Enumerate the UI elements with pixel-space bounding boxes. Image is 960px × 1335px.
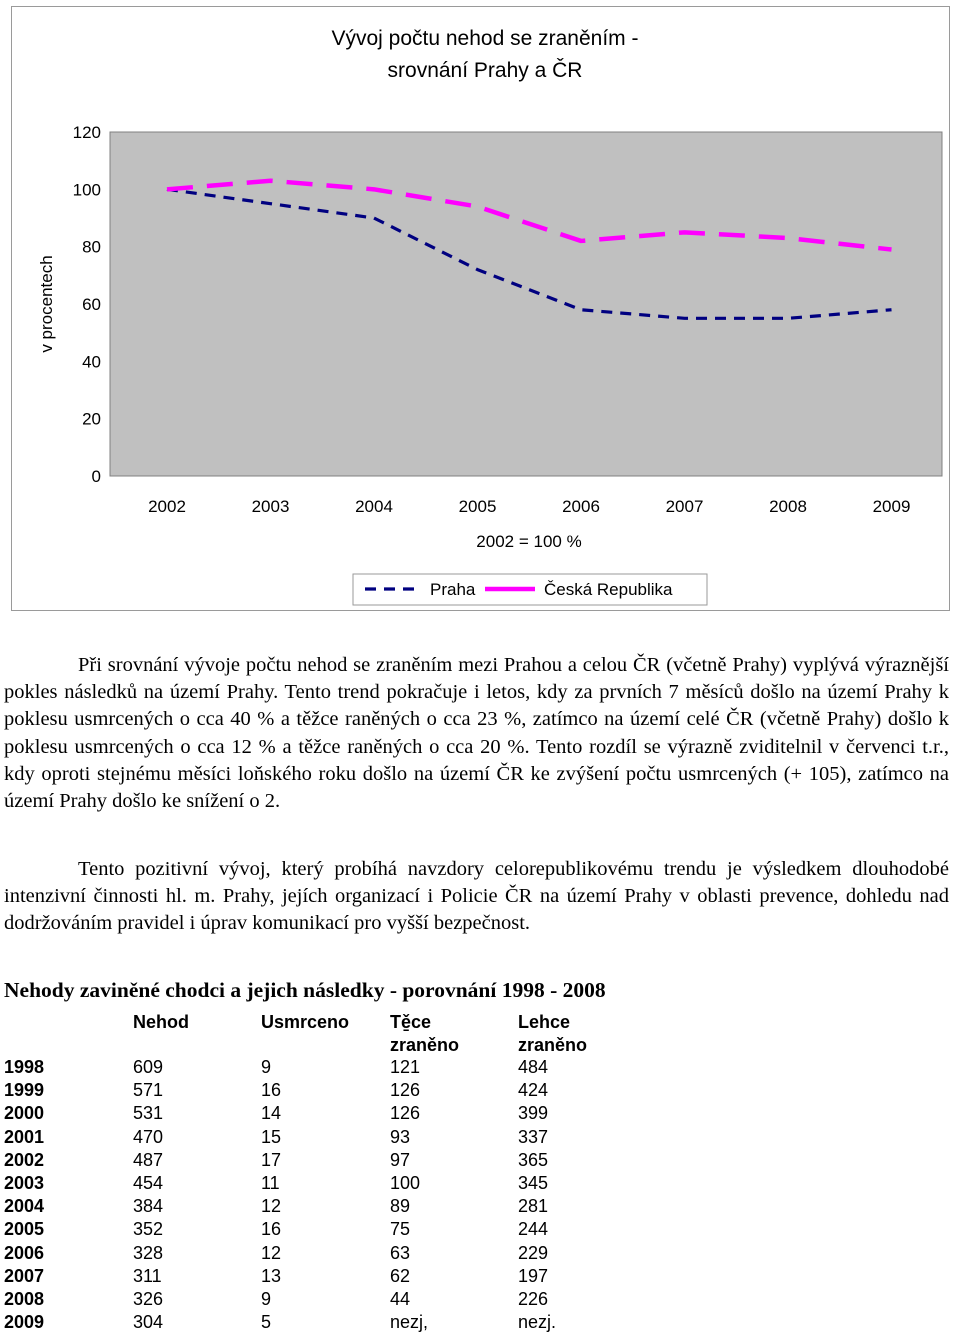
table-year-cell: 1999 xyxy=(4,1080,45,1101)
y-axis-label: v procentech xyxy=(37,255,56,353)
table-cell: 226 xyxy=(518,1289,549,1309)
table-year-cell: 2008 xyxy=(4,1289,45,1309)
table-cell: 197 xyxy=(518,1265,549,1286)
line-chart xyxy=(12,7,949,610)
chart-frame xyxy=(11,6,950,611)
legend-label-ceska-republika: Česká Republika xyxy=(544,580,673,599)
table-cell: 484 xyxy=(518,1057,549,1077)
y-tick-label: 20 xyxy=(82,409,101,429)
table-cell: 17 xyxy=(261,1149,282,1170)
table-header-cell: Tě̱ce zraněno xyxy=(390,1012,460,1055)
plot-area xyxy=(110,132,942,476)
table-header-cell: Lehce zraněno xyxy=(518,1012,588,1055)
table-cell: 384 xyxy=(133,1196,164,1217)
x-tick-label: 2009 xyxy=(872,497,911,516)
table-cell: 100 xyxy=(390,1173,421,1193)
y-tick-label: 0 xyxy=(91,467,101,486)
table-row xyxy=(0,1127,700,1150)
table-cell: 89 xyxy=(390,1196,411,1217)
table-cell: 121 xyxy=(390,1057,421,1077)
table-year-cell: 2002 xyxy=(4,1149,45,1170)
table-cell: 126 xyxy=(390,1103,421,1124)
table-cell: 311 xyxy=(133,1265,162,1286)
table-cell: 487 xyxy=(133,1149,164,1170)
table-cell: 14 xyxy=(261,1103,282,1124)
table-row xyxy=(0,1173,700,1196)
table-year-cell: 2003 xyxy=(4,1173,45,1193)
table-cell: 62 xyxy=(390,1265,411,1286)
table-cell: 16 xyxy=(261,1080,282,1101)
table-cell: 44 xyxy=(390,1289,411,1309)
table-row xyxy=(0,1080,700,1103)
table-row xyxy=(0,1312,700,1335)
table-cell: 399 xyxy=(518,1103,549,1124)
table-cell: 11 xyxy=(261,1173,280,1193)
table-cell: 9 xyxy=(261,1057,272,1077)
table-cell: 326 xyxy=(133,1289,164,1309)
table-header-cell: Nehod xyxy=(133,1012,189,1032)
table-year-cell: 2006 xyxy=(4,1242,45,1263)
table-cell: 63 xyxy=(390,1242,411,1263)
table-year-cell: 1998 xyxy=(4,1057,45,1077)
table-row xyxy=(0,1219,700,1242)
table-cell: 15 xyxy=(261,1126,282,1147)
x-tick-label: 2006 xyxy=(562,497,600,516)
legend-label-praha: Praha xyxy=(430,580,476,599)
table-year-cell: 2004 xyxy=(4,1196,45,1217)
table-cell: 97 xyxy=(390,1149,411,1170)
table-year-cell: 2000 xyxy=(4,1103,45,1124)
y-tick-label: 40 xyxy=(82,352,101,372)
x-tick-label: 2008 xyxy=(769,497,807,516)
table-cell: 5 xyxy=(261,1312,272,1333)
table-cell: 470 xyxy=(133,1126,164,1147)
table-row xyxy=(0,1289,700,1312)
table-cell: 75 xyxy=(390,1219,411,1240)
table-cell: 352 xyxy=(133,1219,164,1240)
table-cell: 244 xyxy=(518,1219,549,1240)
table-cell: 571 xyxy=(133,1080,164,1101)
table-cell: 609 xyxy=(133,1057,164,1077)
x-tick-label: 2002 xyxy=(148,497,186,516)
y-tick-label: 80 xyxy=(82,237,101,257)
x-tick-label: 2007 xyxy=(665,497,704,516)
table-cell: 9 xyxy=(261,1289,272,1309)
y-tick-label: 100 xyxy=(72,180,101,200)
table-year-cell: 2007 xyxy=(4,1265,45,1286)
table-row xyxy=(0,1103,700,1126)
table-cell: 16 xyxy=(261,1219,282,1240)
x-tick-label: 2003 xyxy=(251,497,290,516)
table-cell: 12 xyxy=(261,1196,282,1217)
table-cell: 281 xyxy=(518,1196,549,1217)
table-header-cell: Usmrceno xyxy=(261,1012,350,1032)
table-cell: 13 xyxy=(261,1265,282,1286)
table-cell: 126 xyxy=(390,1080,421,1101)
table-cell: 304 xyxy=(133,1312,164,1333)
table-cell: nezj, xyxy=(390,1312,429,1333)
table-cell: 531 xyxy=(133,1103,164,1124)
table-year-cell: 2001 xyxy=(4,1126,45,1147)
table-cell: 93 xyxy=(390,1126,411,1147)
x-tick-label: 2005 xyxy=(458,497,497,516)
x-axis-label: 2002 = 100 % xyxy=(476,532,582,551)
table-cell: nezj. xyxy=(518,1312,557,1333)
table-cell: 454 xyxy=(133,1173,164,1193)
table-row xyxy=(0,1150,700,1173)
paragraph-positive-trend: Tento pozitivní vývoj, který probíhá navzdory celorepublikovému trendu je výsledkem dlouhodobé intenzivní činnosti hl. m. Prahy, jejích organizací i Policie ČR na území Prahy v oblasti prevence, dohledu nad dodržováním pravidel i úprav komunikací pro vyšší bezpečnost. xyxy=(4,858,949,935)
table-year-cell: 2009 xyxy=(4,1312,45,1333)
table-row xyxy=(0,1196,700,1219)
table-cell: 328 xyxy=(133,1242,164,1263)
table-cell: 345 xyxy=(518,1173,549,1193)
table-cell: 229 xyxy=(518,1242,549,1263)
table-year-cell: 2005 xyxy=(4,1219,45,1240)
y-tick-label: 120 xyxy=(72,123,101,142)
table-cell: 365 xyxy=(518,1149,549,1170)
table-row xyxy=(0,1057,700,1080)
x-tick-label: 2004 xyxy=(355,497,393,516)
table-row xyxy=(0,1266,700,1289)
table-cell: 12 xyxy=(261,1242,282,1263)
y-tick-label: 60 xyxy=(82,295,101,314)
chart-title: Vývoj počtu nehod se zraněním -srovnání Prahy a ČR xyxy=(331,27,639,82)
table-row xyxy=(0,1243,700,1266)
table-cell: 337 xyxy=(518,1126,549,1147)
table-heading: Nehody zaviněné chodci a jejich následky - porovnání 1998 - 2008 xyxy=(4,978,606,1002)
paragraph-comparison: Při srovnání vývoje počtu nehod se zraněním mezi Prahou a celou ČR (včetně Prahy) vyplývá výraznější pokles následků na území Prahy. Tento trend pokračuje i letos, kdy za prvních 7 měsíců došlo na území Prahy k poklesu usmrcených o cca 40 % a těžce raněných o cca 23 %, zatímco na území celé ČR (včetně Prahy) došlo k poklesu usmrcených o cca 12 % a těžce raněných o cca 20 %. Tento rozdíl se výrazně zviditelnil v červenci t.r., kdy oproti stejnému měsíci loňského roku došlo na území ČR ke zvýšení počtu usmrcených (+ 105), zatímco na území Prahy došlo ke snížení o 2. xyxy=(4,654,949,813)
table-cell: 424 xyxy=(518,1080,549,1101)
